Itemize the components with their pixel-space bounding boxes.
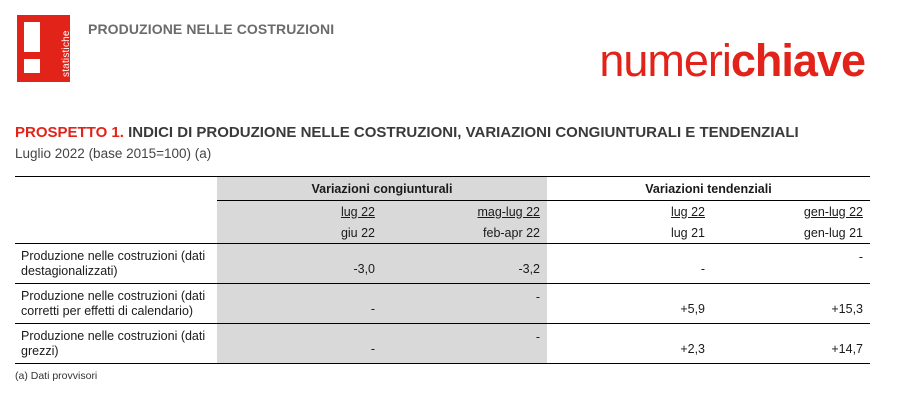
cell-value: - — [217, 284, 382, 324]
exclamation-dot-icon — [24, 59, 40, 73]
table-subtitle: Luglio 2022 (base 2015=100) (a) — [15, 146, 212, 161]
table-title — [15, 124, 799, 141]
col-header: mag-lug 22 — [382, 201, 547, 223]
table-row — [15, 284, 870, 324]
header-title: PRODUZIONE NELLE COSTRUZIONI — [88, 21, 335, 37]
cell-value: -3,0 — [217, 244, 382, 284]
row-label: Produzione nelle costruzioni (dati corretti per effetti di calendario) — [15, 284, 217, 324]
istat-logo — [17, 15, 70, 82]
col-subheader: feb-apr 22 — [382, 222, 547, 244]
table-row — [15, 244, 870, 284]
cell-value: - — [382, 324, 547, 364]
cell-value: +14,7 — [712, 324, 870, 364]
table-title-text: INDICI DI PRODUZIONE NELLE COSTRUZIONI, VARIAZIONI CONGIUNTURALI E TENDENZIALI — [123, 124, 799, 141]
cell-value: +15,3 — [712, 284, 870, 324]
table-row — [15, 324, 870, 364]
cell-value: - — [382, 284, 547, 324]
cell-value: - — [858, 250, 863, 264]
logo-word: statistiche — [61, 30, 72, 77]
group-tendenziali: Variazioni tendenziali — [547, 177, 870, 201]
col-header: lug 22 — [670, 204, 705, 219]
col-header: gen-lug 22 — [803, 204, 863, 219]
column-header-row-bottom — [15, 222, 870, 244]
brand-bold: chiave — [730, 35, 865, 86]
table-label: PROSPETTO 1. — [15, 124, 124, 141]
row-label: Produzione nelle costruzioni (dati grezzi) — [15, 324, 217, 364]
brand-logo — [599, 35, 865, 86]
cell-value: +5,9 — [547, 284, 712, 324]
cell-value: +2,3 — [547, 324, 712, 364]
row-label: Produzione nelle costruzioni (dati destagionalizzati) — [21, 249, 206, 278]
data-table — [15, 176, 870, 364]
cell-value: - — [700, 262, 705, 276]
column-header-row-top — [15, 201, 870, 223]
exclamation-icon — [24, 22, 40, 52]
col-subheader: lug 21 — [547, 222, 712, 244]
cell-value: -3,2 — [382, 244, 547, 284]
footnote: (a) Dati provvisori — [15, 370, 98, 382]
col-header: lug 22 — [217, 201, 382, 223]
corner-cell — [15, 177, 217, 201]
group-header-row — [15, 177, 870, 201]
col-subheader: gen-lug 21 — [712, 222, 870, 244]
group-congiunturali: Variazioni congiunturali — [217, 177, 547, 201]
brand-light: numeri — [599, 35, 731, 86]
col-subheader: giu 22 — [217, 222, 382, 244]
cell-value: - — [217, 324, 382, 364]
